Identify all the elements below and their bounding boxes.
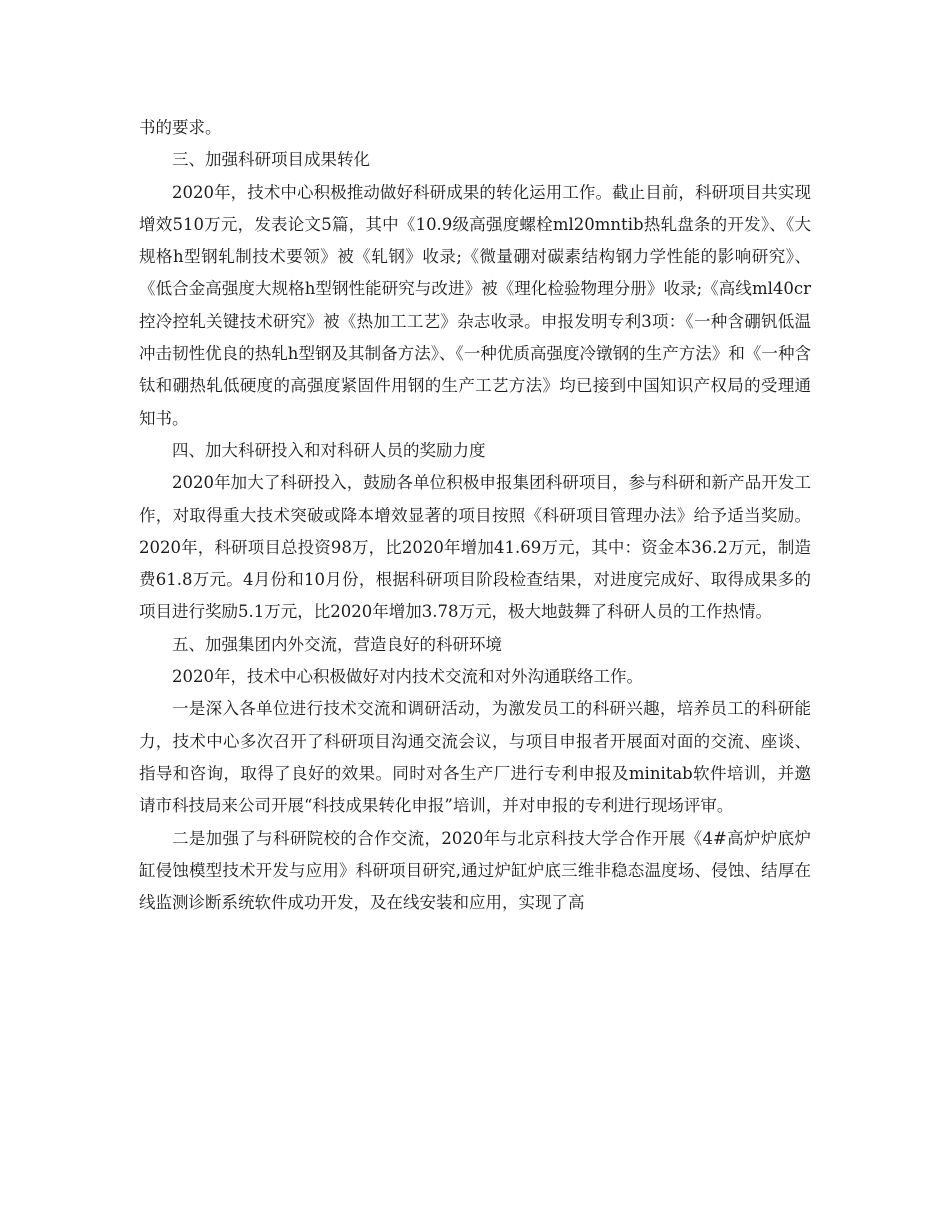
- paragraph-research-results: 2020年，技术中心积极推动做好科研成果的转化运用工作。截止目前，科研项目共实现增效510万元，发表论文5篇，其中《10.9级高强度螺栓ml20mntib热轧盘条的开发》、《大规格h型钢轧制技术要领》被《轧钢》收录;《微量硼对碳素结构钢力学性能的影响研究》、《低合金高强度大规格h型钢性能研究与改进》被《理化检验物理分册》收录;《高线ml40cr控冷控轧关键技术研究》被《热加工工艺》杂志收录。申报发明专利3项：《一种含硼钒低温冲击韧性优良的热轧h型钢及其制备方法》、《一种优质高强度冷镦钢的生产方法》和《一种含钛和硼热轧低硬度的高强度紧固件用钢的生产工艺方法》均已接到中国知识产权局的受理通知书。: [139, 182, 811, 428]
- section-heading-4: 四、加大科研投入和对科研人员的奖励力度: [172, 440, 486, 460]
- section-heading-5: 五、加强集团内外交流，营造良好的科研环境: [172, 634, 502, 654]
- section-heading-3: 三、加强科研项目成果转化: [172, 150, 370, 170]
- paragraph-communication-intro: 2020年，技术中心积极做好对内技术交流和对外沟通联络工作。: [172, 667, 643, 687]
- document-body: [139, 112, 811, 919]
- paragraph-research-investment: 2020年加大了科研投入，鼓励各单位积极申报集团科研项目，参与科研和新产品开发工作，对取得重大技术突破或降本增效显著的项目按照《科研项目管理办法》给予适当奖励。2020年，科研项目总投资98万，比2020年增加41.69万元，其中：资金本36.2万元，制造费61.8万元。4月份和10月份，根据科研项目阶段检查结果，对进度完成好、取得成果多的项目进行奖励5.1万元，比2020年增加3.78万元，极大地鼓舞了科研人员的工作热情。: [139, 473, 811, 622]
- paragraph-continuation: 书的要求。: [139, 118, 222, 137]
- paragraph-internal-exchange: 一是深入各单位进行技术交流和调研活动，为激发员工的科研兴趣，培养员工的科研能力，技术中心多次召开了科研项目沟通交流会议，与项目申报者开展面对面的交流、座谈、指导和咨询，取得了良好的效果。同时对各生产厂进行专利申报及minitab软件培训，并邀请市科技局来公司开展“科技成果转化申报”培训，并对申报的专利进行现场评审。: [139, 699, 811, 816]
- paragraph-university-cooperation: 二是加强了与科研院校的合作交流，2020年与北京科技大学合作开展《4#高炉炉底炉缸侵蚀模型技术开发与应用》科研项目研究,通过炉缸炉底三维非稳态温度场、侵蚀、结厚在线监测诊断系统软件成功开发，及在线安装和应用，实现了高: [139, 828, 811, 913]
